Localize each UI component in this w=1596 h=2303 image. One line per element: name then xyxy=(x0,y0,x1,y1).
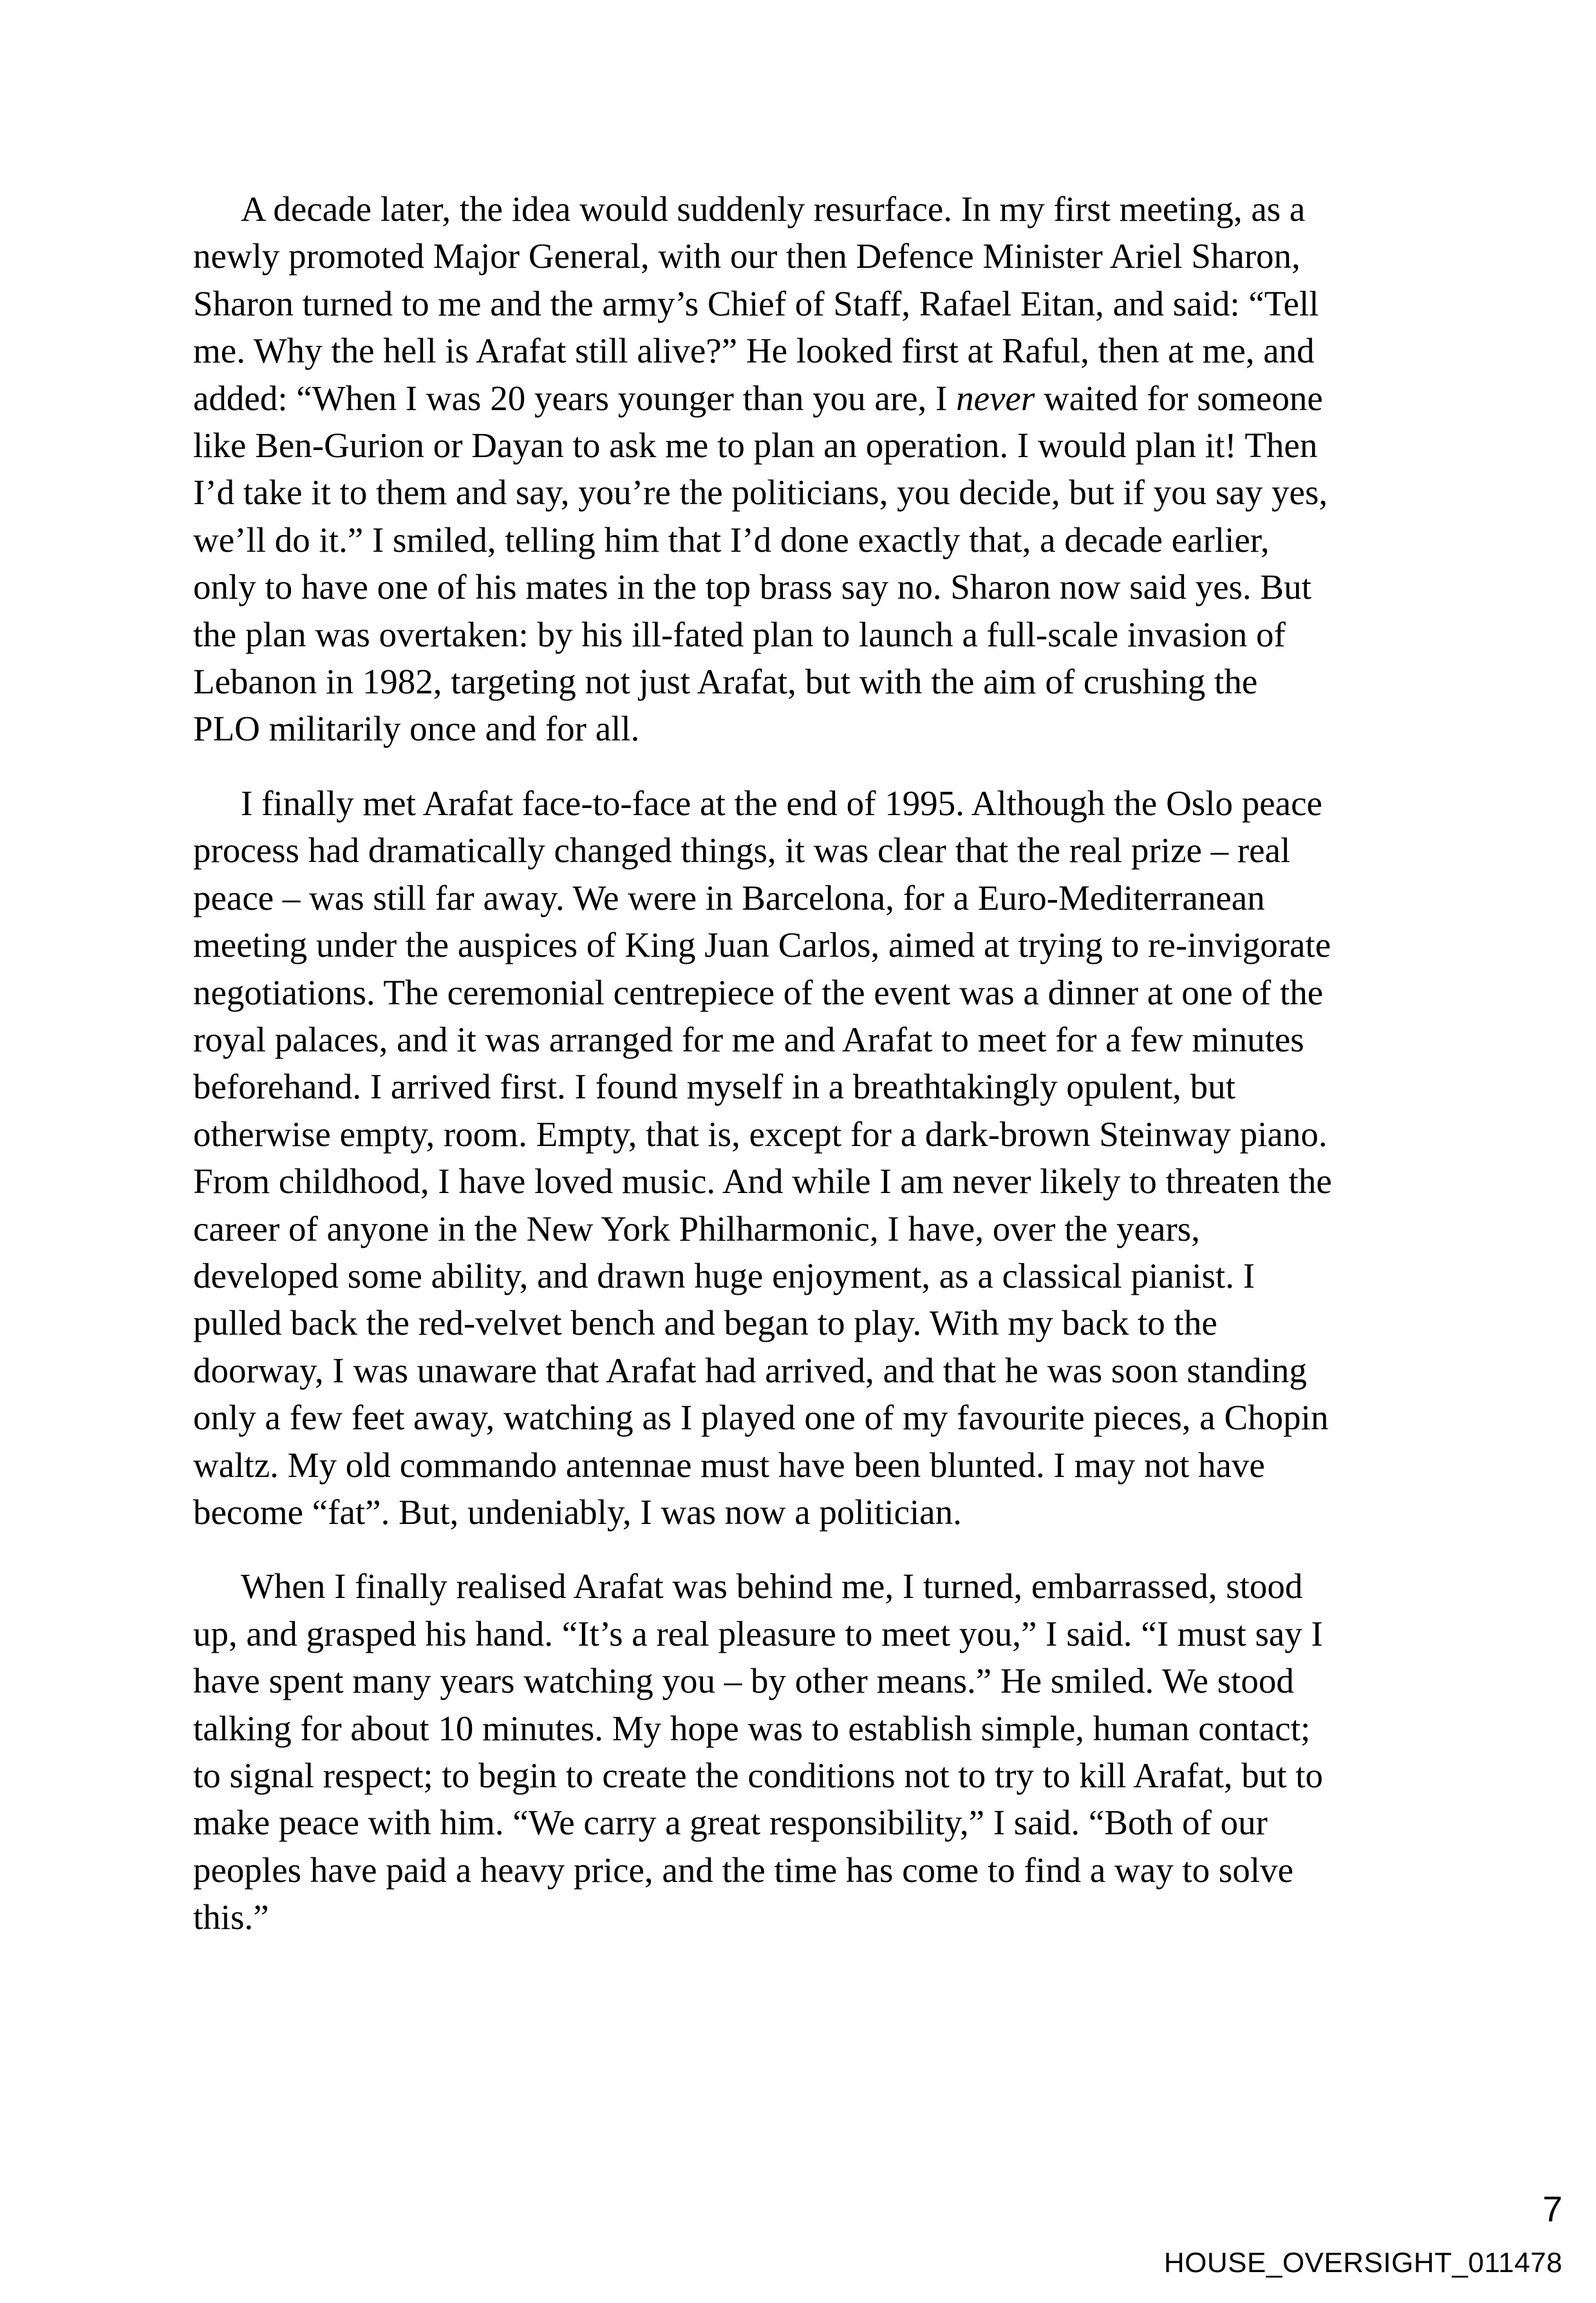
page-number: 7 xyxy=(1542,2188,1563,2229)
text-line: career of anyone in the New York Philharmonic, I have, over the years, xyxy=(193,1208,1200,1248)
text-line: beforehand. I arrived first. I found myself in a breathtakingly opulent, but xyxy=(193,1067,1235,1107)
text-line: like Ben-Gurion or Dayan to ask me to plan an operation. I would plan it! Then xyxy=(193,426,1318,465)
text-run: waited for someone xyxy=(1035,378,1323,418)
text-run: added: “When I was 20 years younger than you are, I xyxy=(193,378,957,418)
text-line: peace – was still far away. We were in Barcelona, for a Euro-Mediterranean xyxy=(193,878,1265,917)
text-line: we’ll do it.” I smiled, telling him that I’d done exactly that, a decade earlier, xyxy=(193,520,1270,559)
italic-emphasis: never xyxy=(956,378,1035,418)
text-line: up, and grasped his hand. “It’s a real pleasure to meet you,” I said. “I must say I xyxy=(193,1613,1323,1653)
text-line: make peace with him. “We carry a great responsibility,” I said. “Both of our xyxy=(193,1803,1268,1843)
bates-stamp: HOUSE_OVERSIGHT_011478 xyxy=(1163,2247,1563,2279)
text-line: A decade later, the idea would suddenly resurface. In my first meeting, as a xyxy=(241,189,1306,229)
text-line: talking for about 10 minutes. My hope was to establish simple, human contact; xyxy=(193,1708,1311,1748)
text-line: doorway, I was unaware that Arafat had arrived, and that he was soon standing xyxy=(193,1350,1307,1390)
text-line: peoples have paid a heavy price, and the time has come to find a way to solve xyxy=(193,1850,1294,1890)
paragraph xyxy=(193,185,1410,753)
text-line: I’d take it to them and say, you’re the politicians, you decide, but if you say yes, xyxy=(193,473,1328,512)
text-line: the plan was overtaken: by his ill-fated plan to launch a full-scale invasion of xyxy=(193,614,1286,654)
text-line: otherwise empty, room. Empty, that is, except for a dark-brown Steinway piano. xyxy=(193,1114,1328,1154)
text-line: royal palaces, and it was arranged for me and Arafat to meet for a few minutes xyxy=(193,1019,1304,1059)
text-line: only a few feet away, watching as I played one of my favourite pieces, a Chopin xyxy=(193,1398,1329,1438)
text-line: to signal respect; to begin to create the conditions not to try to kill Arafat, but to xyxy=(193,1756,1324,1795)
text-line: newly promoted Major General, with our then Defence Minister Ariel Sharon, xyxy=(193,236,1300,276)
text-line: PLO militarily once and for all. xyxy=(193,709,640,749)
text-line xyxy=(193,375,1410,422)
text-line: meeting under the auspices of King Juan Carlos, aimed at trying to re-invigorate xyxy=(193,925,1331,965)
paragraph xyxy=(193,1563,1410,1941)
text-line: Lebanon in 1982, targeting not just Arafat, but with the aim of crushing the xyxy=(193,662,1258,702)
paragraph xyxy=(193,780,1410,1536)
text-line: pulled back the red-velvet bench and began to play. With my back to the xyxy=(193,1303,1217,1343)
text-line: me. Why the hell is Arafat still alive?” He looked first at Raful, then at me, and xyxy=(193,331,1315,371)
text-line: Sharon turned to me and the army’s Chief of Staff, Rafael Eitan, and said: “Tell xyxy=(193,283,1319,323)
text-line: From childhood, I have loved music. And while I am never likely to threaten the xyxy=(193,1161,1332,1201)
text-line: When I finally realised Arafat was behind me, I turned, embarrassed, stood xyxy=(241,1566,1303,1606)
body-text xyxy=(193,185,1410,1968)
text-line: developed some ability, and drawn huge enjoyment, as a classical pianist. I xyxy=(193,1255,1255,1295)
text-line: become “fat”. But, undeniably, I was now a politician. xyxy=(193,1492,962,1532)
text-line: I finally met Arafat face-to-face at the end of 1995. Although the Oslo peace xyxy=(241,783,1322,823)
text-line: negotiations. The ceremonial centrepiece of the event was a dinner at one of the xyxy=(193,972,1324,1012)
text-line: this.” xyxy=(193,1897,269,1937)
text-line: only to have one of his mates in the top brass say no. Sharon now said yes. But xyxy=(193,567,1311,607)
text-line: have spent many years watching you – by other means.” He smiled. We stood xyxy=(193,1661,1294,1701)
text-line: process had dramatically changed things, it was clear that the real prize – real xyxy=(193,831,1291,870)
text-line: waltz. My old commando antennae must have been blunted. I may not have xyxy=(193,1445,1265,1485)
